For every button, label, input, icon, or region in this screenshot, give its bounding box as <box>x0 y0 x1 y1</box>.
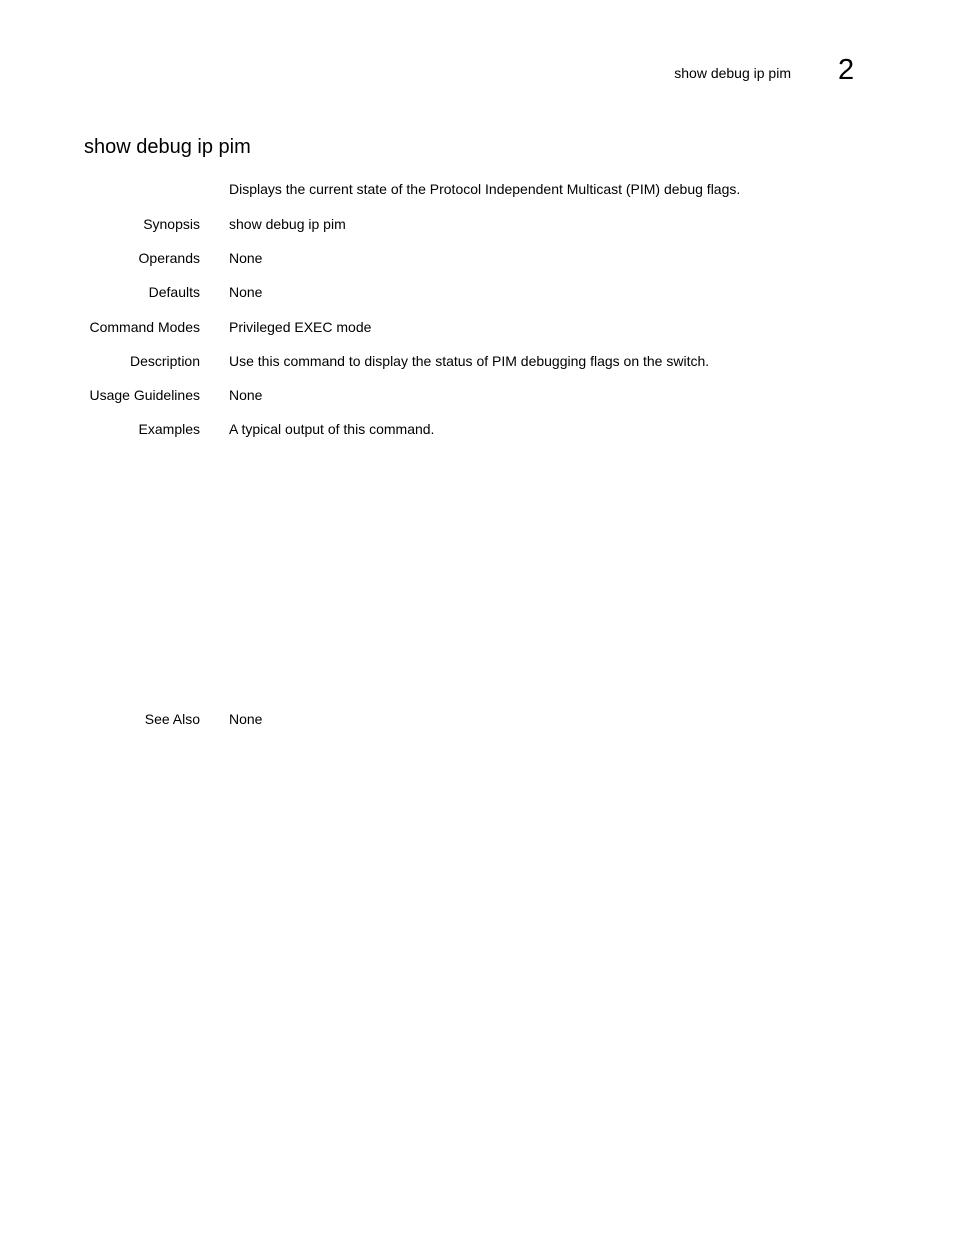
defaults-label: Defaults <box>148 284 200 300</box>
intro-text: Displays the current state of the Protocol Independent Multicast (PIM) debug flags. <box>229 181 741 197</box>
operands-row <box>0 249 954 269</box>
running-title: show debug ip pim <box>674 65 791 81</box>
operands-value: None <box>229 250 263 266</box>
synopsis-value: show debug ip pim <box>229 216 346 232</box>
see-also-value: None <box>229 711 263 727</box>
examples-row <box>0 420 954 440</box>
description-label: Description <box>129 353 200 369</box>
defaults-value: None <box>229 284 263 300</box>
operands-label: Operands <box>138 250 200 266</box>
running-header <box>0 0 954 100</box>
command-modes-row <box>0 318 954 338</box>
synopsis-label: Synopsis <box>143 216 200 232</box>
page-title: show debug ip pim <box>84 136 251 158</box>
examples-value: A typical output of this command. <box>229 421 435 437</box>
defaults-row <box>0 283 954 303</box>
description-row <box>0 352 954 372</box>
see-also-row <box>0 710 954 730</box>
chapter-number: 2 <box>838 54 855 86</box>
synopsis-row <box>0 215 954 235</box>
description-value: Use this command to display the status of PIM debugging flags on the switch. <box>229 353 710 369</box>
usage-guidelines-label: Usage Guidelines <box>89 387 200 403</box>
examples-label: Examples <box>138 421 200 437</box>
command-modes-value: Privileged EXEC mode <box>229 319 372 335</box>
command-modes-label: Command Modes <box>89 319 200 335</box>
example-output-area <box>229 450 849 690</box>
usage-guidelines-value: None <box>229 387 263 403</box>
usage-guidelines-row <box>0 386 954 406</box>
see-also-label: See Also <box>144 711 200 727</box>
